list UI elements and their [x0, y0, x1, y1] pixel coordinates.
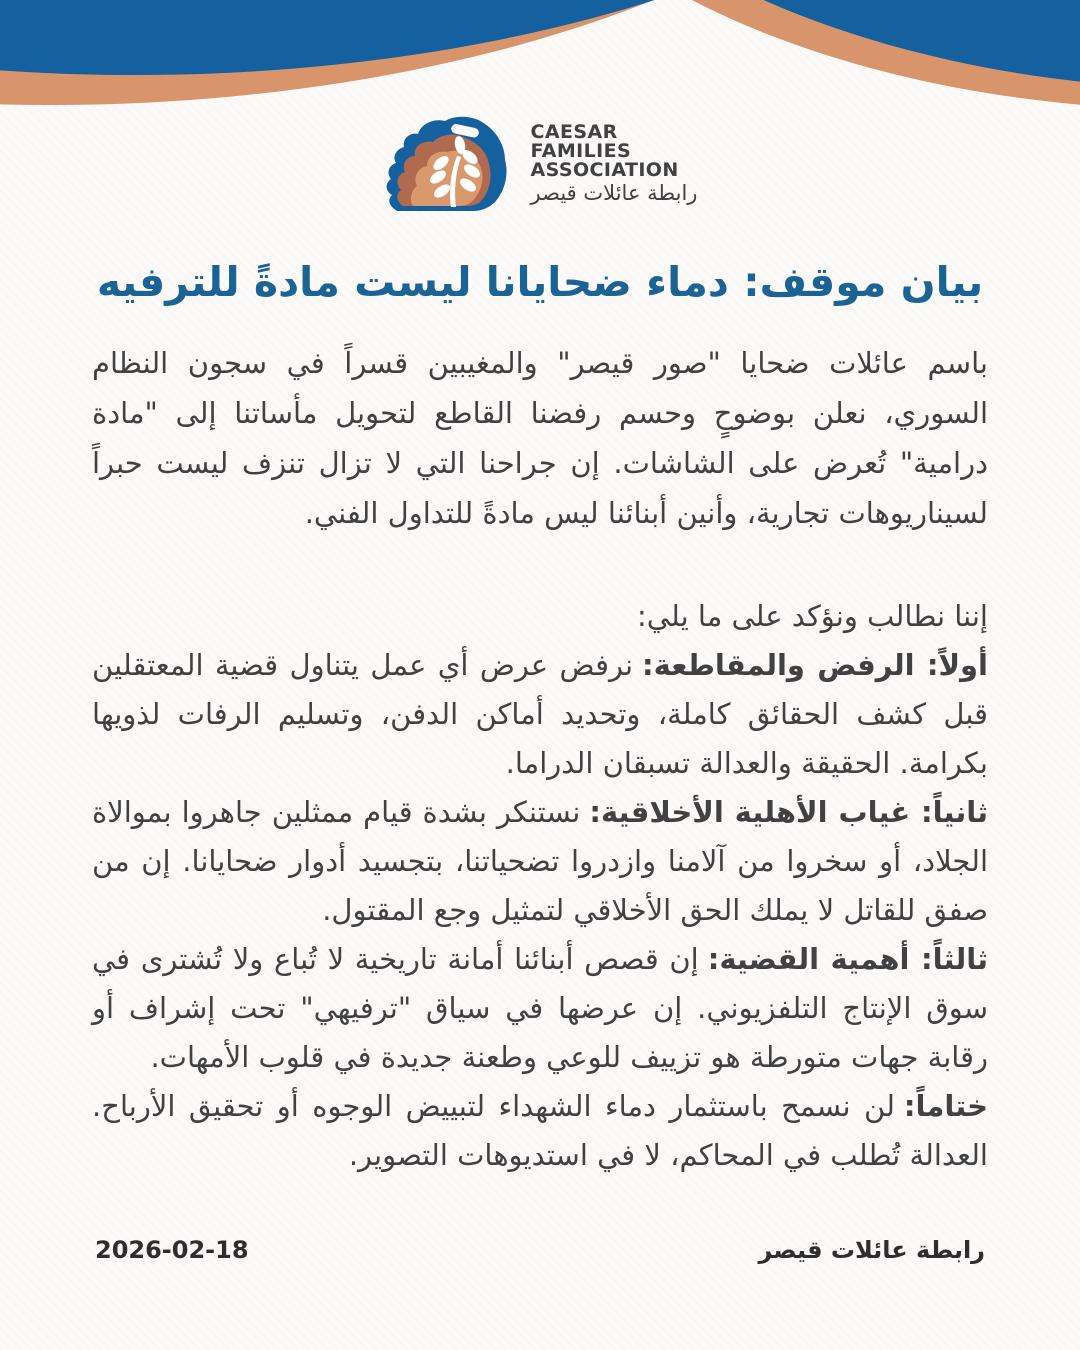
demand-item-2-label: ثانياً: غياب الأهلية الأخلاقية:	[589, 795, 988, 829]
logo-emblem-icon	[383, 114, 518, 214]
logo	[383, 114, 698, 214]
logo-name-line3: ASSOCIATION	[530, 158, 679, 181]
demand-item-4-label: ختاماً:	[903, 1089, 988, 1123]
demand-item-3	[92, 935, 988, 1082]
demand-item-4	[92, 1082, 988, 1180]
demand-item-2-text: نستنكر بشدة قيام ممثلين جاهروا بموالاة الجلاد، أو سخروا من آلامنا وازدروا تضحياتنا، بتجسيد أدوار ضحايانا. إن من صفق للقاتل لا يملك الحق الأخلاقي لتمثيل وجع المقتول.	[92, 795, 988, 927]
logo-name-line2: FAMILIES	[530, 139, 632, 162]
footer-organization: رابطة عائلات قيصر	[758, 1236, 985, 1264]
wave-left-orange	[0, 0, 990, 105]
statement-title: بيان موقف: دماء ضحايانا ليست مادةً للترفيه	[96, 258, 984, 306]
demand-item-4-text: لن نسمح باستثمار دماء الشهداء لتبييض الوجوه أو تحقيق الأرباح. العدالة تُطلب في المحاكم، لا في استديوهات التصوير.	[92, 1089, 988, 1172]
footer-date: 2026-02-18	[95, 1236, 249, 1264]
demand-item-1	[92, 641, 988, 788]
demand-item-1-text: نرفض عرض أي عمل يتناول قضية المعتقلين قبل كشف الحقائق كاملة، وتحديد أماكن الدفن، وتسليم الرفات لذويها بكرامة. الحقيقة والعدالة تسبقان الدراما.	[92, 648, 988, 780]
demand-item-2	[92, 788, 988, 935]
demand-item-3-text: إن قصص أبنائنا أمانة تاريخية لا تُباع ولا تُشترى في سوق الإنتاج التلفزيوني. إن عرضها في سياق "ترفيهي" تحت إشراف أو رقابة جهات متورطة هو تزييف للوعي وطعنة جديدة في قلوب الأمهات.	[92, 942, 988, 1074]
intro-paragraph: باسم عائلات ضحايا "صور قيصر" والمغيبين قسراً في سجون النظام السوري، نعلن بوضوحٍ وحسم رفضنا القاطع لتحويل مأساتنا إلى "مادة درامية" تُعرض على الشاشات. إن جراحنا التي لا تزال تنزف ليست حبراً لسيناريوهات تجارية، وأنين أبنائنا ليس مادةً للتداول الفني.	[92, 346, 988, 530]
logo-name-arabic: رابطة عائلات قيصر	[530, 180, 698, 205]
demand-item-1-label: أولاً: الرفض والمقاطعة:	[642, 648, 988, 682]
demands-lead: إننا نطالب ونؤكد على ما يلي:	[637, 599, 988, 633]
logo-name-line1: CAESAR	[530, 120, 618, 143]
footer	[0, 1236, 1080, 1264]
statement-body	[0, 338, 1080, 1180]
logo-wordmark	[530, 120, 698, 206]
demand-item-3-label: ثالثاً: أهمية القضية:	[707, 942, 988, 976]
wave-right-blue	[500, 0, 1080, 90]
wave-right-orange	[470, 0, 1080, 110]
wave-left-blue	[0, 0, 1075, 75]
